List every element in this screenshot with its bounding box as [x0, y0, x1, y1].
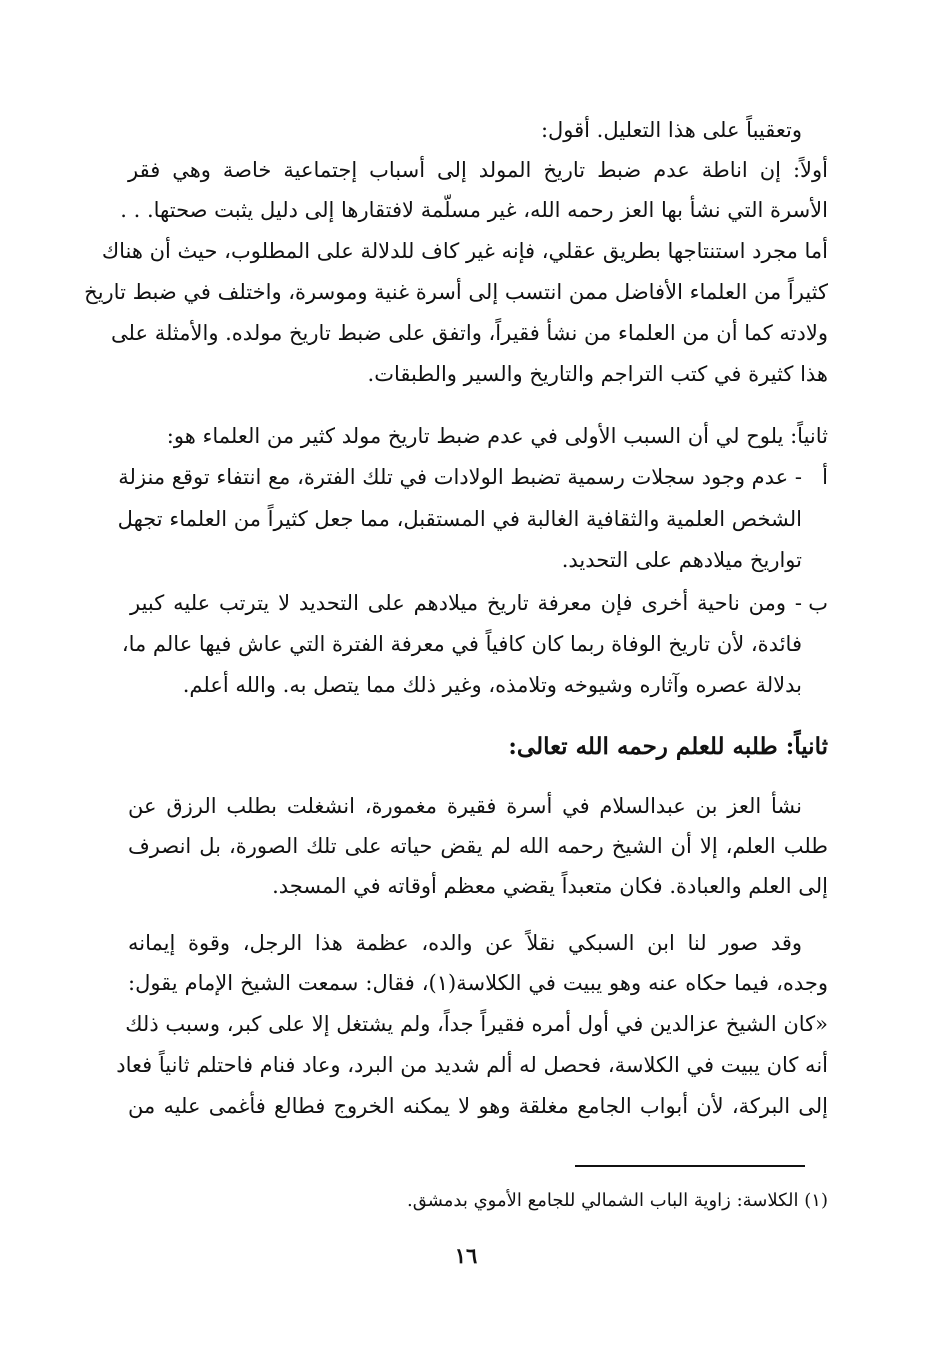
- item-a-line-1: - عدم وجود سجلات رسمية تضبط الولادات في تلك الفترة، مع انتفاء توقع منزلة: [118, 465, 802, 489]
- item-b-line-1: - ومن ناحية أخرى فإن معرفة تاريخ ميلادهم على التحديد لا يترتب عليه كبير: [130, 591, 802, 615]
- para4-line-2: وجده، فيما حكاه عنه وهو يبيت في الكلاسة(١)، فقال: سمعت الشيخ الإمام يقول:: [128, 971, 828, 995]
- footnote: (١) الكلاسة: زاوية الباب الشمالي للجامع الأموي بدمشق.: [406, 1190, 828, 1211]
- para2-intro: ثانياً: يلوح لي أن السبب الأولى في عدم ضبط تاريخ مولد كثير من العلماء هو:: [166, 424, 828, 448]
- para4-line-3: «كان الشيخ عزالدين في أول أمره فقيراً جداً، ولم يشتغل إلا على كبر، وسبب ذلك: [125, 1012, 828, 1036]
- item-a-line-3: تواريخ ميلادهم على التحديد.: [561, 548, 802, 572]
- intro-line: وتعقيباً على هذا التعليل. أقول:: [540, 118, 802, 142]
- item-b-line-3: بدلالة عصره وآثاره وشيوخه وتلامذه، وغير ذلك مما يتصل به. والله أعلم.: [182, 673, 802, 697]
- para3-line-1: نشأ العز بن عبدالسلام في أسرة فقيرة مغمورة، انشغلت بطلب الرزق عن: [128, 794, 802, 818]
- page-number: ١٦: [454, 1243, 478, 1268]
- para4-line-5: إلى البركة، لأن أبواب الجامع مغلقة وهو لا يمكنه الخروج فطالع فأغمى عليه من: [128, 1094, 828, 1118]
- para1-line-2: الأسرة التي نشأ بها العز رحمه الله، غير مسلّمة لافتقارها إلى دليل يثبت صحتها. . .: [120, 198, 828, 222]
- para3-line-2: طلب العلم، إلا أن الشيخ رحمه الله لم يقض حياته على تلك الصورة، بل انصرف: [128, 834, 828, 858]
- para1-line-1: أولاً: إن اناطة عدم ضبط تاريخ المولد إلى أسباب إجتماعية خاصة وهي فقر: [128, 158, 828, 182]
- para4-line-1: وقد صور لنا ابن السبكي نقلاً عن والده، عظمة هذا الرجل، وقوة إيمانه: [128, 931, 802, 955]
- para1-line-4: كثيراً من العلماء الأفاضل ممن انتسب إلى أسرة غنية وموسرة، واختلف في ضبط تاريخ: [84, 280, 828, 304]
- item-b-line-2: فائدة، لأن تاريخ الوفاة ربما كان كافياً في معرفة الفترة التي عاش فيها عالم ما،: [121, 632, 802, 656]
- para1-line-3: أما مجرد استنتاجها بطريق عقلي، فإنه غير كاف للدلالة على المطلوب، حيث أن هناك: [101, 239, 828, 263]
- item-a-line-2: الشخص العلمية والثقافية الغالبة في المستقبل، مما جعل كثيراً من العلماء تجهل: [117, 507, 802, 531]
- para1-line-5: ولادته كما أن من العلماء من نشأ فقيراً، واتفق على ضبط تاريخ مولده. والأمثلة على: [111, 321, 828, 345]
- footnote-separator: [575, 1165, 805, 1167]
- section-heading: ثانياً: طلبه للعلم رحمه الله تعالى:: [508, 733, 828, 760]
- item-a-marker: أ: [822, 465, 828, 489]
- para1-line-6: هذا كثيرة في كتب التراجم والتاريخ والسير والطبقات.: [367, 362, 828, 386]
- item-b-marker: ب: [808, 591, 828, 615]
- para3-line-3: إلى العلم والعبادة. فكان متعبداً يقضي معظم أوقاته في المسجد.: [272, 874, 828, 898]
- para4-line-4: أنه كان يبيت في الكلاسة، فحصل له ألم شديد من البرد، وعاد فنام فاحتلم ثانياً فعاد: [116, 1053, 828, 1077]
